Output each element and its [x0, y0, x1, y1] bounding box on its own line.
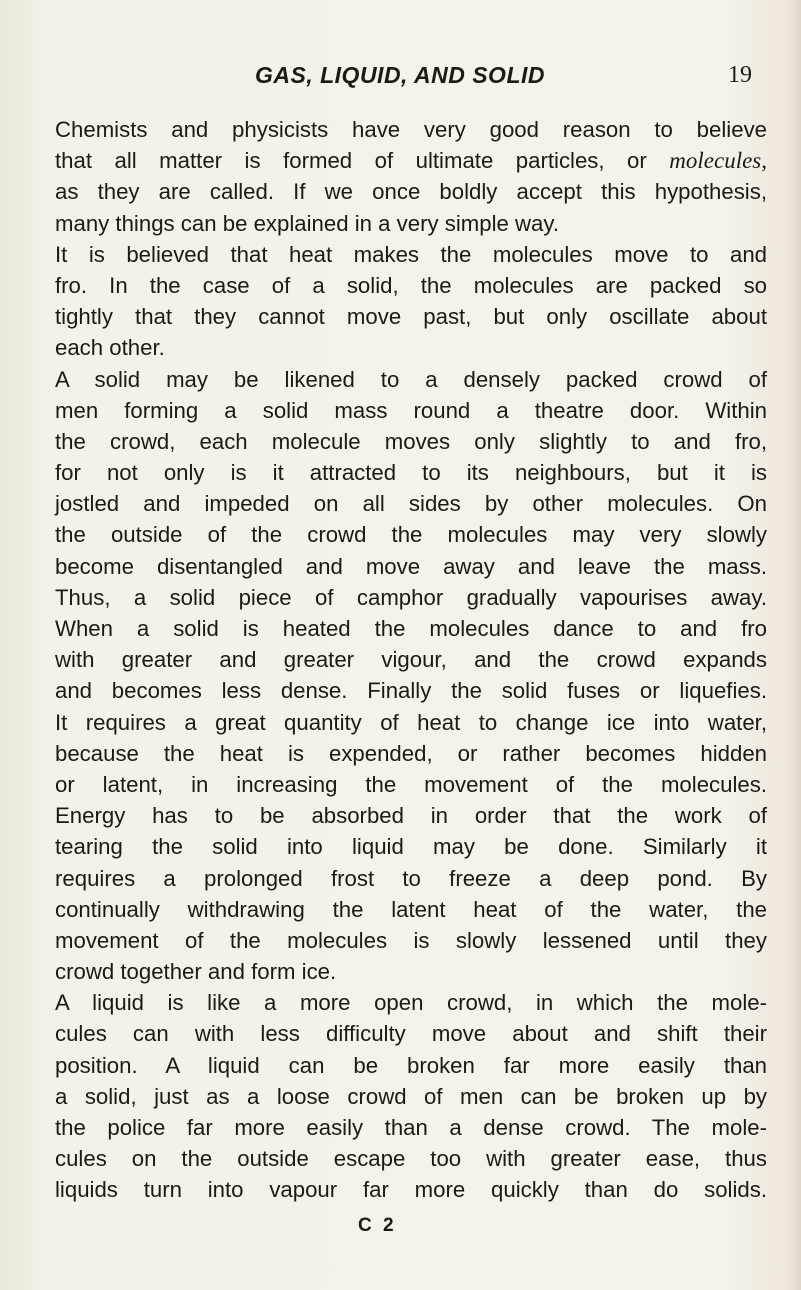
text-line-segment: become disentangled and move away and leave the mass. — [55, 553, 767, 579]
running-title: GAS, LIQUID, AND SOLID — [255, 62, 545, 88]
text-line-segment: each other. — [55, 335, 165, 361]
text-line-segment: Chemists and physicists have very good reason to believe — [55, 117, 767, 142]
text-line-segment: as they are called. If we once boldly accept this hypothesis, — [55, 179, 767, 205]
text-line-segment: men forming a solid mass round a theatre door. Within — [55, 397, 767, 423]
text-line-segment: because the heat is expended, or rather becomes hidden — [55, 740, 767, 766]
text-line — [55, 1174, 767, 1205]
text-line — [55, 551, 767, 582]
page-number: 19 — [728, 62, 752, 88]
text-line — [55, 956, 767, 987]
text-line-segment: It requires a great quantity of heat to change ice into water, — [55, 709, 767, 735]
text-line-segment: Energy has to be absorbed in order that the work of — [55, 803, 767, 829]
text-line — [55, 519, 767, 550]
text-line-segment: requires a prolonged frost to freeze a deep pond. By — [55, 865, 767, 891]
text-line — [55, 1018, 767, 1049]
text-line-segment: It is believed that heat makes the molecules move to and — [55, 241, 767, 267]
text-line — [55, 1081, 767, 1112]
text-line-segment: cules on the outside escape too with greater ease, thus — [55, 1146, 767, 1172]
text-line — [55, 114, 767, 145]
text-line — [55, 644, 767, 675]
text-line-segment: position. A liquid can be broken far more easily than — [55, 1052, 767, 1078]
text-line-segment: Thus, a solid piece of camphor gradually vapourises away. — [55, 584, 767, 610]
text-line — [55, 488, 767, 519]
text-line — [55, 364, 767, 395]
text-line-segment: and becomes less dense. Finally the solid fuses or liquefies. — [55, 678, 767, 704]
signature-mark: C 2 — [358, 1215, 397, 1236]
text-line — [55, 1143, 767, 1174]
text-line-segment: or latent, in increasing the movement of the molecules. — [55, 771, 767, 797]
text-line — [55, 769, 767, 800]
text-line-segment: cules can with less difficulty move about and shift their — [55, 1021, 767, 1047]
text-line — [55, 1050, 767, 1081]
text-line — [55, 707, 767, 738]
text-line-segment: A solid may be likened to a densely packed crowd of — [55, 366, 767, 392]
text-line — [55, 426, 767, 457]
text-line — [55, 208, 767, 239]
text-line — [55, 863, 767, 894]
text-line — [55, 675, 767, 706]
text-line — [55, 176, 767, 207]
page-edge-shadow — [787, 0, 801, 1290]
text-line-segment: jostled and impeded on all sides by other molecules. On — [55, 491, 767, 517]
text-line — [55, 270, 767, 301]
text-line-segment: the outside of the crowd the molecules may very slowly — [55, 522, 767, 548]
text-line — [55, 894, 767, 925]
text-line-segment: tearing the solid into liquid may be done. Similarly it — [55, 834, 767, 860]
text-line-segment: tightly that they cannot move past, but only oscillate about — [55, 304, 767, 330]
text-line — [55, 800, 767, 831]
text-line-segment: the police far more easily than a dense crowd. The mole- — [55, 1115, 767, 1140]
text-line-segment: the crowd, each molecule moves only slightly to and fro, — [55, 428, 767, 454]
text-line-segment: liquids turn into vapour far more quickly than do solids. — [55, 1177, 767, 1203]
text-line — [55, 145, 767, 176]
body-text — [55, 114, 767, 1206]
text-line-segment: crowd together and form ice. — [55, 959, 337, 985]
text-line-segment: movement of the molecules is slowly lessened until they — [55, 927, 767, 953]
text-line — [55, 738, 767, 769]
text-line — [55, 582, 767, 613]
text-line — [55, 987, 767, 1018]
text-line-segment: When a solid is heated the molecules dance to and fro — [55, 616, 767, 641]
text-line — [55, 831, 767, 862]
text-line-segment: A liquid is like a more open crowd, in which the mole- — [55, 990, 767, 1016]
text-line-segment: many things can be explained in a very simple way. — [55, 210, 559, 236]
text-line — [55, 1112, 767, 1143]
text-line — [55, 613, 767, 644]
text-line — [55, 457, 767, 488]
text-line-segment: for not only is it attracted to its neighbours, but it is — [55, 460, 767, 486]
italic-term: molecules, — [669, 148, 767, 174]
text-line-segment: continually withdrawing the latent heat of the water, the — [55, 896, 767, 922]
text-line — [55, 332, 767, 363]
text-line-segment: fro. In the case of a solid, the molecules are packed so — [55, 272, 767, 298]
text-line-segment: a solid, just as a loose crowd of men can be broken up by — [55, 1083, 767, 1109]
text-line — [55, 301, 767, 332]
text-line — [55, 925, 767, 956]
text-line-segment: that all matter is formed of ultimate particles, or — [55, 148, 670, 174]
text-line — [55, 239, 767, 270]
text-line-segment: with greater and greater vigour, and the crowd expands — [55, 647, 767, 673]
text-line — [55, 395, 767, 426]
